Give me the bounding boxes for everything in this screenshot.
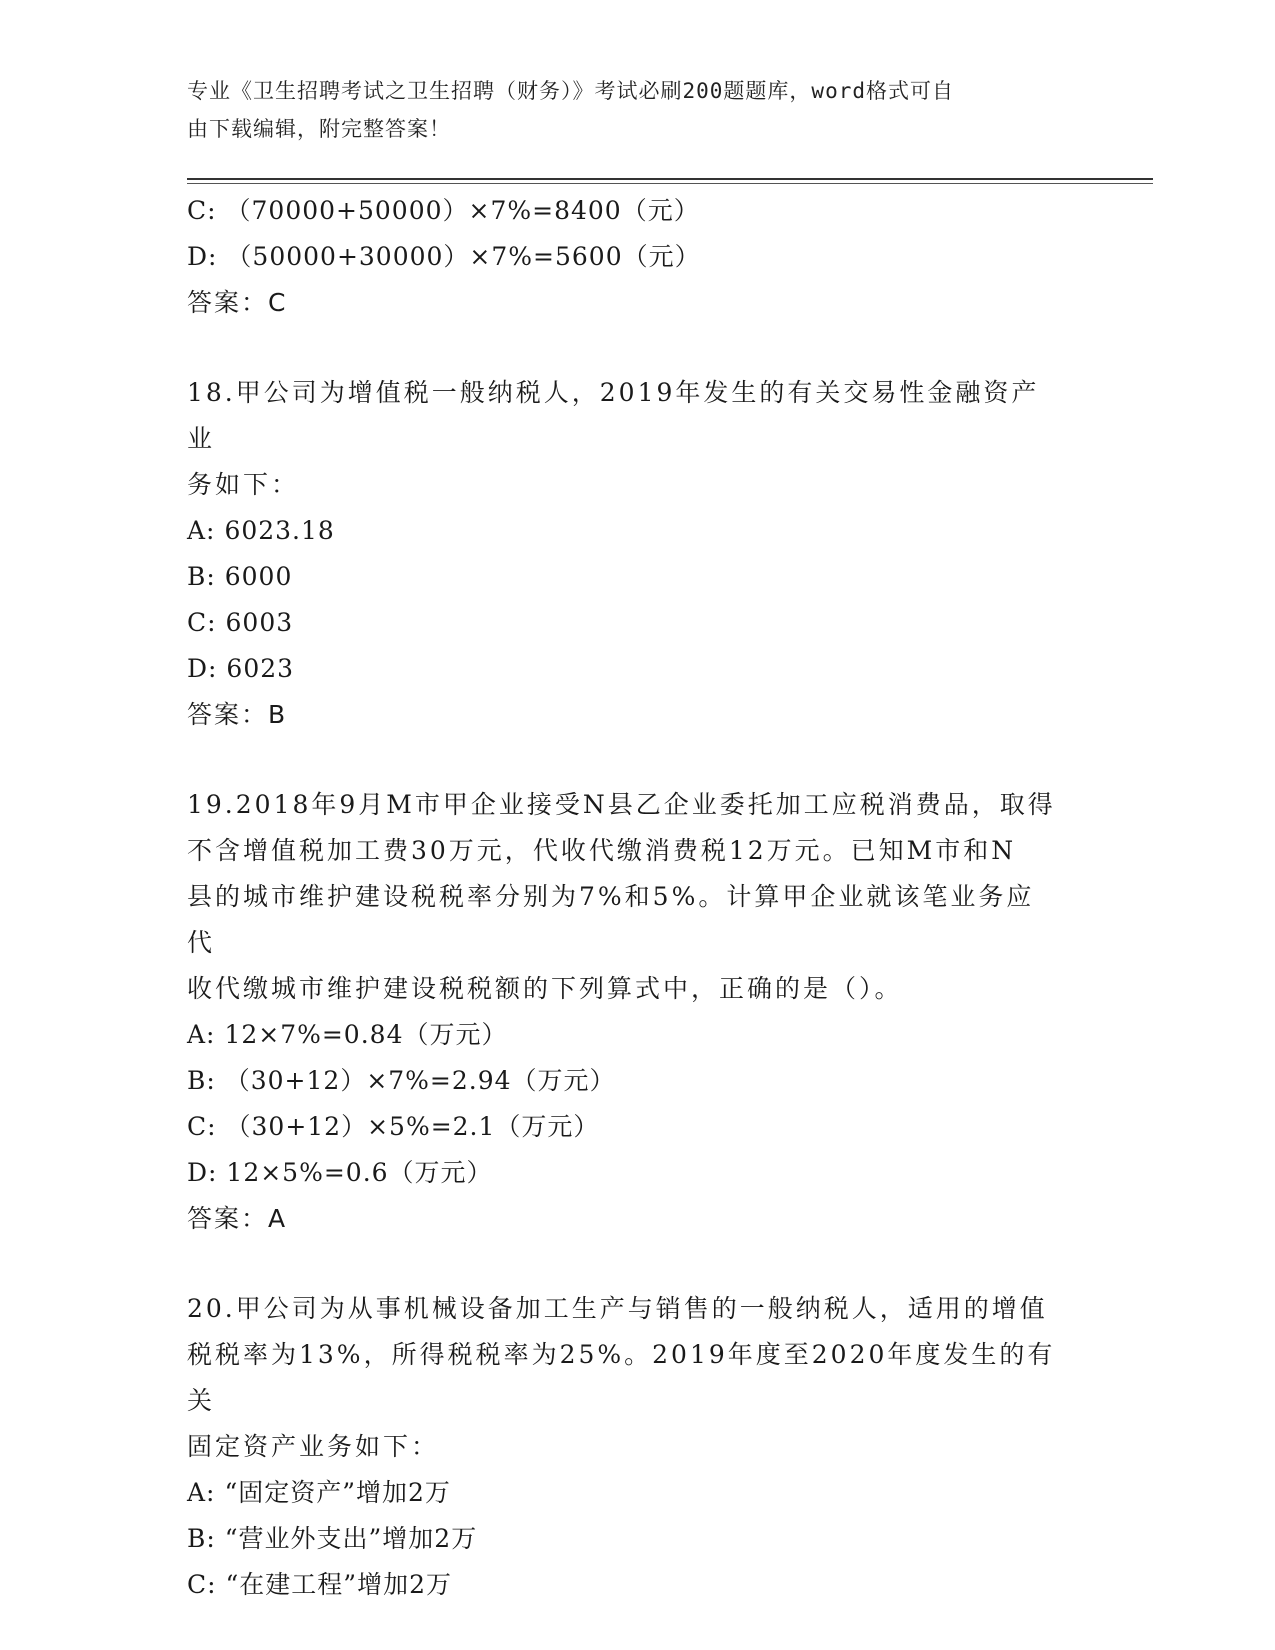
header-line-2: 由下载编辑，附完整答案！ <box>187 117 451 141</box>
option-text: “固定资产”增加2万 <box>224 1478 451 1507</box>
stem-line: 不含增值税加工费30万元，代收代缴消费税12万元。已知M市和N <box>187 836 1017 865</box>
option-b <box>187 554 1087 600</box>
header-divider <box>187 178 1153 180</box>
option-label: C: <box>187 1570 217 1599</box>
option-label: A: <box>187 516 216 545</box>
option-text: “在建工程”增加2万 <box>225 1570 452 1599</box>
stem-line: 税税率为13%，所得税税率为25%。2019年度至2020年度发生的有关 <box>187 1340 1056 1415</box>
option-d <box>187 646 1087 692</box>
option-text: 6000 <box>224 562 293 591</box>
question-17-tail <box>187 188 1087 326</box>
stem-line: 县的城市维护建设税税率分别为7%和5%。计算甲企业就该笔业务应代 <box>187 882 1035 957</box>
option-c <box>187 1104 1087 1150</box>
option-b <box>187 1516 1087 1562</box>
stem-line: 20.甲公司为从事机械设备加工生产与销售的一般纳税人，适用的增值 <box>187 1294 1048 1323</box>
question-list <box>187 188 1087 1608</box>
option-b <box>187 1058 1087 1104</box>
stem-line: 务如下： <box>187 470 300 499</box>
stem-line: 收代缴城市维护建设税税额的下列算式中，正确的是（）。 <box>187 974 903 1003</box>
option-d <box>187 234 1087 280</box>
question-stem <box>187 782 1057 1012</box>
option-label: C: <box>187 1112 217 1141</box>
option-text: 6023 <box>226 654 295 683</box>
question-20 <box>187 1286 1087 1608</box>
option-label: A: <box>187 1020 216 1049</box>
option-text: （30+12）×7%=2.94（万元） <box>224 1066 616 1095</box>
option-c <box>187 188 1087 234</box>
answer-text: 答案：A <box>187 1204 288 1233</box>
question-stem <box>187 1286 1057 1470</box>
option-label: C: <box>187 196 217 225</box>
option-text: 6023.18 <box>224 516 335 545</box>
option-text: 6003 <box>225 608 294 637</box>
option-a <box>187 1470 1087 1516</box>
stem-line: 19.2018年9月M市甲企业接受N县乙企业委托加工应税消费品，取得 <box>187 790 1056 819</box>
document-header <box>187 72 1067 148</box>
stem-line: 固定资产业务如下： <box>187 1432 440 1461</box>
option-label: D: <box>187 242 218 271</box>
stem-line: 18.甲公司为增值税一般纳税人，2019年发生的有关交易性金融资产业 <box>187 378 1040 453</box>
option-a <box>187 1012 1087 1058</box>
option-label: D: <box>187 654 218 683</box>
option-d <box>187 1150 1087 1196</box>
option-label: A: <box>187 1478 216 1507</box>
option-text: （30+12）×5%=2.1（万元） <box>225 1112 600 1141</box>
answer-text: 答案：C <box>187 288 288 317</box>
option-label: B: <box>187 1066 216 1095</box>
option-text: “营业外支出”增加2万 <box>224 1524 478 1553</box>
option-label: D: <box>187 1158 218 1187</box>
option-label: B: <box>187 562 216 591</box>
option-c <box>187 1562 1087 1608</box>
question-stem <box>187 370 1057 508</box>
option-a <box>187 508 1087 554</box>
option-text: （70000+50000）×7%=8400（元） <box>225 196 700 225</box>
option-label: C: <box>187 608 217 637</box>
question-18 <box>187 370 1087 738</box>
option-c <box>187 600 1087 646</box>
question-19 <box>187 782 1087 1242</box>
option-label: B: <box>187 1524 216 1553</box>
header-line-1: 专业《卫生招聘考试之卫生招聘（财务）》考试必刷200题题库，word格式可自 <box>187 79 954 103</box>
option-text: （50000+30000）×7%=5600（元） <box>226 242 701 271</box>
header-divider-thin <box>187 183 1153 184</box>
answer-text: 答案：B <box>187 700 288 729</box>
option-text: 12×7%=0.84（万元） <box>224 1020 508 1049</box>
option-text: 12×5%=0.6（万元） <box>226 1158 493 1187</box>
